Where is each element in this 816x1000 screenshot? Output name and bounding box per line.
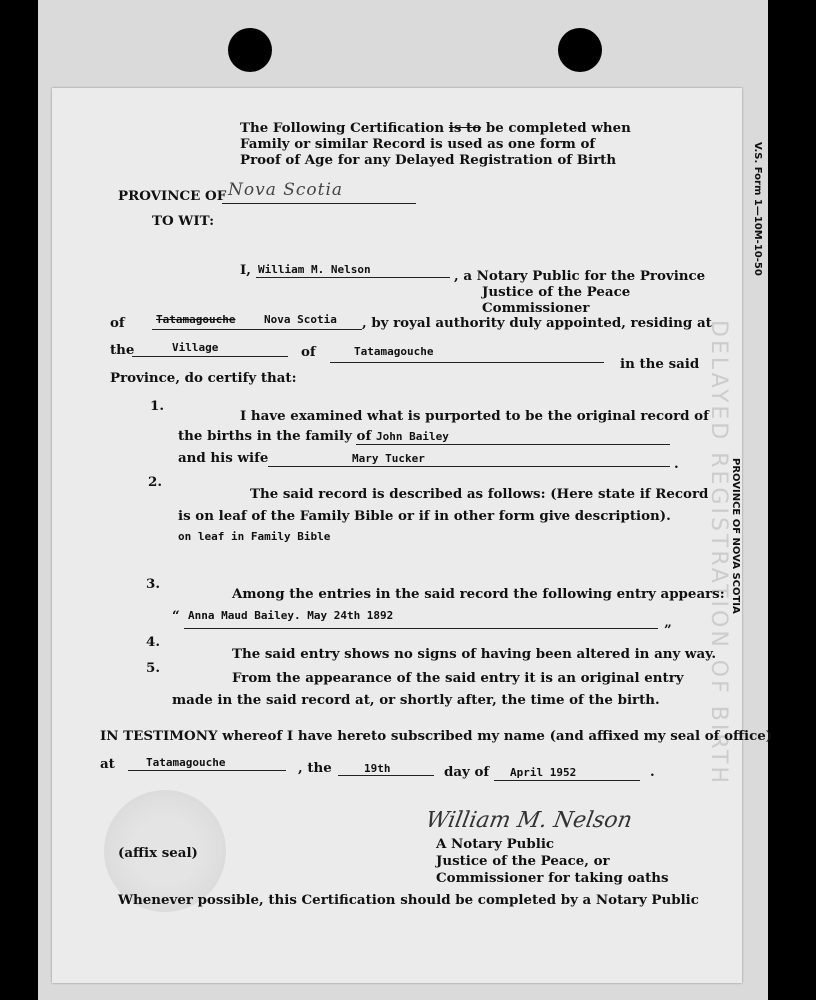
form-code: V.S. Form 1—10M-10-50 xyxy=(752,142,763,276)
birth-entry: Anna Maud Bailey. May 24th 1892 xyxy=(188,609,394,622)
item-1-line-a: I have examined what is purported to be the original record of xyxy=(240,408,709,424)
notary-name: William M. Nelson xyxy=(258,263,371,276)
show-through-title: DELAYED REGISTRATION OF BIRTH xyxy=(706,320,731,786)
side-province-title: PROVINCE OF NOVA SCOTIA xyxy=(730,458,741,614)
item-number-5: 5. xyxy=(146,660,160,676)
province-underline xyxy=(222,203,416,204)
month-year: April 1952 xyxy=(510,766,577,779)
testimony-day: 19th xyxy=(364,762,391,775)
item-5-line-b: made in the said record at, or shortly after, the time of the birth. xyxy=(172,692,660,708)
item-number-1: 1. xyxy=(150,398,164,414)
testimony-place: Tatamagouche xyxy=(146,756,226,769)
item-2-line-a: The said record is described as follows: (Here state if Record xyxy=(250,486,709,502)
place-underline xyxy=(330,362,604,363)
day-of: day of xyxy=(444,764,490,780)
at-label: at xyxy=(100,756,115,772)
family-name: John Bailey xyxy=(376,430,449,443)
name-underline xyxy=(256,277,450,278)
signature: William M. Nelson xyxy=(423,808,635,833)
day-underline xyxy=(338,775,434,776)
item-number-4: 4. xyxy=(146,634,160,650)
header-text: be completed when xyxy=(485,120,631,136)
role-notary: , a Notary Public for the Province xyxy=(454,268,706,284)
role-commissioner: Commissioner xyxy=(482,300,590,316)
to-wit: TO WIT: xyxy=(152,213,215,229)
item-1-line-c: and his wife xyxy=(178,450,269,466)
testimony-lead: IN TESTIMONY xyxy=(100,728,218,744)
role-justice: Justice of the Peace xyxy=(482,284,631,300)
item-number-3: 3. xyxy=(146,576,160,592)
header-line-1 xyxy=(240,120,631,136)
header-text: The Following Certification xyxy=(240,120,445,136)
testimony-line xyxy=(100,728,772,744)
wife-underline xyxy=(268,466,670,467)
i-label: I, xyxy=(240,262,251,278)
certify-text: Province, do certify that: xyxy=(110,370,297,386)
testimony-place-underline xyxy=(128,770,286,771)
item-4-text: The said entry shows no signs of having been altered in any way. xyxy=(232,646,717,662)
province-label: PROVINCE OF xyxy=(118,188,227,204)
testimony-dot: . xyxy=(650,764,655,780)
family-underline xyxy=(356,444,670,445)
residence-place: Tatamagouche xyxy=(354,345,434,358)
the-label-2: , the xyxy=(298,760,332,776)
punch-hole xyxy=(558,28,602,72)
the-label: the xyxy=(110,342,135,358)
signer-role-1: A Notary Public xyxy=(436,836,555,852)
of-label: of xyxy=(110,315,125,331)
month-underline xyxy=(494,780,640,781)
testimony-text: whereof I have hereto subscribed my name (and affixed my seal of office) xyxy=(222,728,773,744)
header-line-3: Proof of Age for any Delayed Registration of Birth xyxy=(240,152,617,168)
end-dot: . xyxy=(674,456,679,472)
place-value: Nova Scotia xyxy=(264,313,337,326)
item-5-line-a: From the appearance of the said entry it is an original entry xyxy=(232,670,684,686)
item-number-2: 2. xyxy=(148,474,162,490)
quote-close: ” xyxy=(664,622,672,638)
province-value: Nova Scotia xyxy=(228,180,344,200)
affix-seal-label: (affix seal) xyxy=(118,845,198,861)
in-the-said: in the said xyxy=(620,356,700,372)
item-2-line-b: is on leaf of the Family Bible or if in other form give description). xyxy=(178,508,671,524)
struck-place: Tatamagouche xyxy=(156,313,236,326)
signer-role-2: Justice of the Peace, or xyxy=(436,853,610,869)
residence-type: Village xyxy=(172,341,219,354)
wife-name: Mary Tucker xyxy=(352,452,425,465)
type-underline xyxy=(132,356,288,357)
quote-open: “ xyxy=(172,608,180,624)
footer-note: Whenever possible, this Certification should be completed by a Notary Public xyxy=(118,892,699,908)
item-1-line-b: the births in the family of xyxy=(178,428,372,444)
entry-underline xyxy=(184,628,658,629)
of-label-2: of xyxy=(301,344,316,360)
header-struck-text: is to xyxy=(448,120,482,136)
of-underline xyxy=(152,329,362,330)
signer-role-3: Commissioner for taking oaths xyxy=(436,870,669,886)
punch-hole xyxy=(228,28,272,72)
record-description: on leaf in Family Bible xyxy=(178,530,331,543)
item-3-line-a: Among the entries in the said record the following entry appears: xyxy=(232,586,725,602)
appointment-text: , by royal authority duly appointed, residing at xyxy=(362,315,712,331)
header-line-2: Family or similar Record is used as one form of xyxy=(240,136,596,152)
